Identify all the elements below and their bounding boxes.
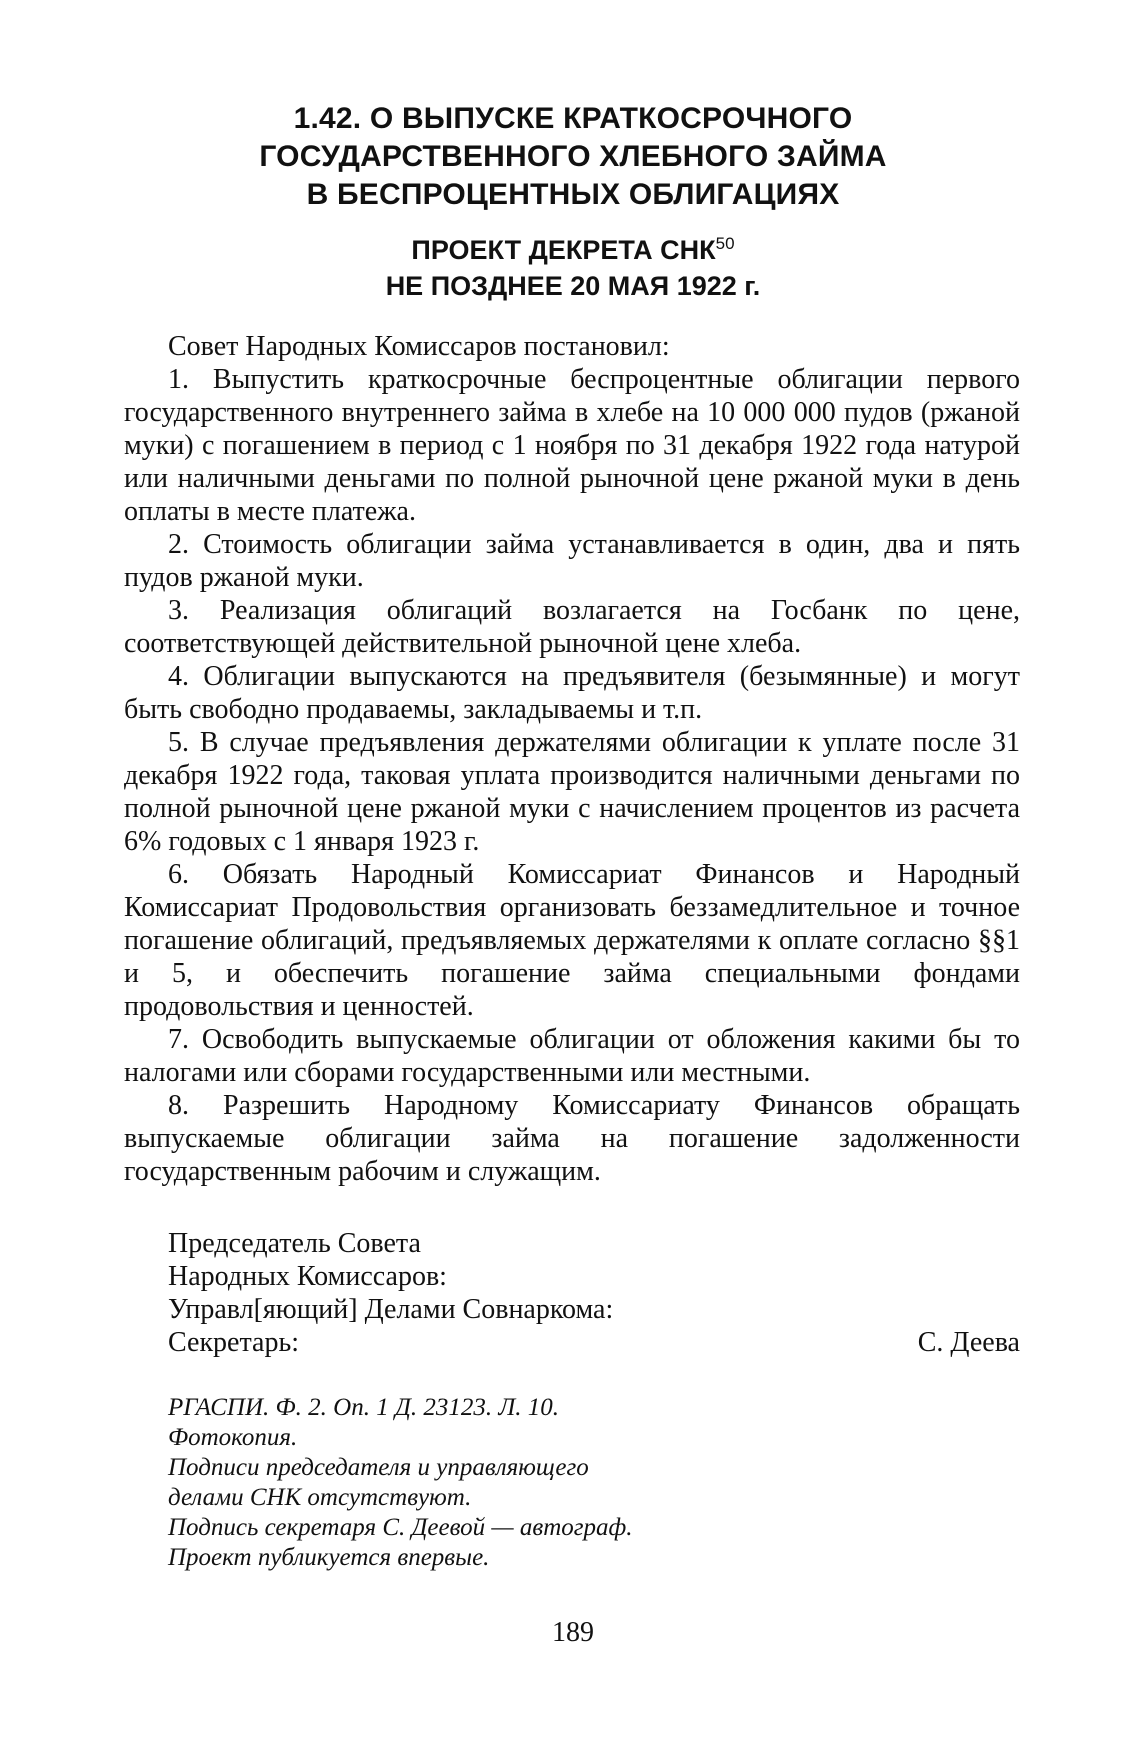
secretary-line [168, 1326, 1020, 1359]
secretary-name: С. Деева [917, 1327, 1020, 1358]
signature-block [168, 1227, 1020, 1359]
title-line: ГОСУДАРСТВЕННОГО ХЛЕБНОГО ЗАЙМА [259, 140, 887, 173]
chairman-line-2: Народных Комиссаров: [168, 1261, 447, 1292]
page-number: 189 [552, 1617, 594, 1648]
archive-line: Подписи председателя и управляющего [168, 1454, 589, 1481]
decree-item-2: 2. Стоимость облигации займа устанавливается в один, два и пять пудов ржаной муки. [124, 529, 1020, 593]
subtitle-decree: ПРОЕКТ ДЕКРЕТА СНК [411, 235, 716, 265]
decree-item-8: 8. Разрешить Народному Комиссариату Финансов обращать выпускаемые облигации займа на погашение задолженности государственным рабочим и служащим. [124, 1090, 1020, 1187]
decree-item-6: 6. Обязать Народный Комиссариат Финансов и Народный Комиссариат Продовольствия организовать беззамедлительное и точное погашение облигаций, предъявляемых держателями к оплате согласно §§1 и 5, и обеспечить погашение займа специальными фондами продовольствия и ценностей. [124, 859, 1020, 1022]
chairman-line-1: Председатель Совета [168, 1228, 421, 1259]
document-title [0, 100, 1146, 214]
archive-line: Фотокопия. [168, 1424, 298, 1451]
subtitle-line [0, 232, 1146, 268]
title-line: В БЕСПРОЦЕНТНЫХ ОБЛИГАЦИЯХ [306, 178, 840, 211]
archive-line: делами СНК отсутствуют. [168, 1484, 472, 1511]
document-subtitle [0, 232, 1146, 304]
archive-note [168, 1393, 968, 1573]
archive-line: Проект публикуется впервые. [168, 1544, 490, 1571]
subtitle-date: НЕ ПОЗДНЕЕ 20 МАЯ 1922 г. [385, 271, 761, 301]
archive-line: Подпись секретаря С. Деевой — автограф. [168, 1514, 633, 1541]
decree-intro: Совет Народных Комиссаров постановил: [168, 331, 670, 362]
decree-item-1: 1. Выпустить краткосрочные беспроцентные облигации первого государственного внутреннего займа в хлебе на 10 000 000 пудов (ржаной муки) с погашением в период с 1 ноября по 31 декабря 1922 года натурой или наличными деньгами по полной рыночной цене ржаной муки в день оплаты в месте платежа. [124, 364, 1020, 527]
decree-item-4: 4. Облигации выпускаются на предъявителя (безымянные) и могут быть свободно продаваемы, закладываемы и т.п. [124, 661, 1020, 725]
decree-item-7: 7. Освободить выпускаемые облигации от обложения какими бы то налогами или сборами государственными или местными. [124, 1024, 1020, 1088]
manager-line: Управл[яющий] Делами Совнаркома: [168, 1294, 614, 1325]
decree-item-5: 5. В случае предъявления держателями облигации к уплате после 31 декабря 1922 года, таковая уплата производится наличными деньгами по полной рыночной цене ржаной муки с начислением процентов из расчета 6% годовых с 1 января 1923 г. [124, 727, 1020, 857]
decree-item-3: 3. Реализация облигаций возлагается на Госбанк по цене, соответствующей действительной рыночной цене хлеба. [124, 595, 1020, 659]
decree-body [124, 330, 1020, 1188]
title-line: 1.42. О ВЫПУСКЕ КРАТКОСРОЧНОГО [293, 102, 853, 135]
archive-line: РГАСПИ. Ф. 2. Оп. 1 Д. 23123. Л. 10. [168, 1394, 560, 1421]
footnote-reference: 50 [715, 234, 735, 253]
secretary-label: Секретарь: [168, 1327, 300, 1358]
